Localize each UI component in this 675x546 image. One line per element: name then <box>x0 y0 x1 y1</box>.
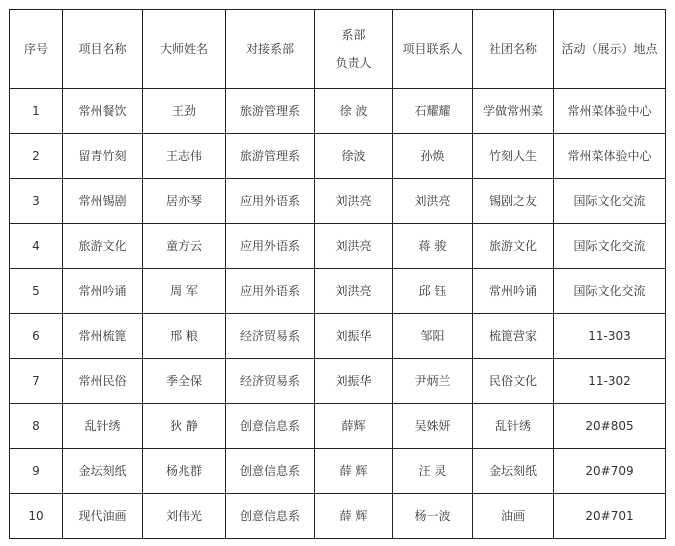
cell-project-contact: 邱 钰 <box>393 269 473 314</box>
cell-master-name: 杨兆群 <box>143 449 226 494</box>
table-row <box>10 89 666 134</box>
cell-project-name: 常州锡剧 <box>63 179 143 224</box>
cell-activity-location: 20#701 <box>554 494 666 539</box>
table-row <box>10 134 666 179</box>
cell-master-name: 邢 粮 <box>143 314 226 359</box>
cell-project-contact: 蒋 骏 <box>393 224 473 269</box>
table-row <box>10 404 666 449</box>
cell-club-name: 竹刻人生 <box>473 134 554 179</box>
cell-project-name: 常州餐饮 <box>63 89 143 134</box>
header-department: 对接系部 <box>226 10 315 89</box>
cell-activity-location: 11-302 <box>554 359 666 404</box>
cell-department: 应用外语系 <box>226 269 315 314</box>
cell-club-name: 梳篦营家 <box>473 314 554 359</box>
table-row <box>10 179 666 224</box>
table-row <box>10 269 666 314</box>
cell-activity-location: 11-303 <box>554 314 666 359</box>
header-project-contact: 项目联系人 <box>393 10 473 89</box>
cell-index: 8 <box>10 404 63 449</box>
cell-activity-location: 20#709 <box>554 449 666 494</box>
cell-department: 创意信息系 <box>226 494 315 539</box>
cell-department-head: 刘振华 <box>315 359 393 404</box>
cell-project-contact: 杨一波 <box>393 494 473 539</box>
cell-activity-location: 20#805 <box>554 404 666 449</box>
cell-department-head: 徐波 <box>315 134 393 179</box>
cell-project-contact: 石耀耀 <box>393 89 473 134</box>
cell-department: 创意信息系 <box>226 404 315 449</box>
cell-master-name: 周 军 <box>143 269 226 314</box>
cell-project-name: 常州吟诵 <box>63 269 143 314</box>
cell-activity-location: 常州菜体验中心 <box>554 134 666 179</box>
header-activity-location: 活动（展示）地点 <box>554 10 666 89</box>
cell-department: 经济贸易系 <box>226 314 315 359</box>
cell-project-name: 留青竹刻 <box>63 134 143 179</box>
header-department-head-line1: 系部 <box>341 28 366 42</box>
cell-department: 应用外语系 <box>226 224 315 269</box>
cell-index: 2 <box>10 134 63 179</box>
cell-master-name: 狄 静 <box>143 404 226 449</box>
cell-master-name: 刘伟光 <box>143 494 226 539</box>
cell-index: 9 <box>10 449 63 494</box>
cell-club-name: 民俗文化 <box>473 359 554 404</box>
header-club-name: 社团名称 <box>473 10 554 89</box>
cell-department-head: 薛 辉 <box>315 449 393 494</box>
cell-master-name: 季全保 <box>143 359 226 404</box>
cell-project-contact: 尹炳兰 <box>393 359 473 404</box>
cell-club-name: 锡剧之友 <box>473 179 554 224</box>
cell-department: 应用外语系 <box>226 179 315 224</box>
table-row <box>10 359 666 404</box>
header-project-name: 项目名称 <box>63 10 143 89</box>
cell-project-contact: 汪 灵 <box>393 449 473 494</box>
cell-project-name: 乱针绣 <box>63 404 143 449</box>
cell-project-name: 旅游文化 <box>63 224 143 269</box>
cell-project-name: 现代油画 <box>63 494 143 539</box>
cell-project-name: 金坛刻纸 <box>63 449 143 494</box>
cell-master-name: 童方云 <box>143 224 226 269</box>
cell-project-contact: 吴姝妍 <box>393 404 473 449</box>
masters-project-table <box>9 9 666 539</box>
header-index: 序号 <box>10 10 63 89</box>
table-row <box>10 494 666 539</box>
cell-department-head: 刘洪亮 <box>315 269 393 314</box>
cell-index: 5 <box>10 269 63 314</box>
cell-department: 旅游管理系 <box>226 89 315 134</box>
cell-activity-location: 常州菜体验中心 <box>554 89 666 134</box>
cell-index: 4 <box>10 224 63 269</box>
cell-department: 创意信息系 <box>226 449 315 494</box>
cell-project-contact: 邹阳 <box>393 314 473 359</box>
cell-club-name: 油画 <box>473 494 554 539</box>
cell-club-name: 旅游文化 <box>473 224 554 269</box>
cell-activity-location: 国际文化交流 <box>554 224 666 269</box>
table-row <box>10 314 666 359</box>
cell-activity-location: 国际文化交流 <box>554 269 666 314</box>
cell-project-contact: 刘洪亮 <box>393 179 473 224</box>
cell-activity-location: 国际文化交流 <box>554 179 666 224</box>
cell-department-head: 刘洪亮 <box>315 179 393 224</box>
header-department-head-line2: 负责人 <box>335 56 372 70</box>
cell-club-name: 学做常州菜 <box>473 89 554 134</box>
cell-project-contact: 孙焕 <box>393 134 473 179</box>
cell-club-name: 乱针绣 <box>473 404 554 449</box>
cell-club-name: 金坛刻纸 <box>473 449 554 494</box>
cell-department-head: 刘洪亮 <box>315 224 393 269</box>
header-department-head <box>315 10 393 89</box>
cell-club-name: 常州吟诵 <box>473 269 554 314</box>
cell-department-head: 刘振华 <box>315 314 393 359</box>
cell-index: 6 <box>10 314 63 359</box>
cell-master-name: 王劲 <box>143 89 226 134</box>
cell-department-head: 薛 辉 <box>315 494 393 539</box>
cell-master-name: 王志伟 <box>143 134 226 179</box>
table-row <box>10 224 666 269</box>
cell-department-head: 薛辉 <box>315 404 393 449</box>
cell-index: 1 <box>10 89 63 134</box>
cell-department: 经济贸易系 <box>226 359 315 404</box>
cell-index: 10 <box>10 494 63 539</box>
cell-department: 旅游管理系 <box>226 134 315 179</box>
cell-index: 3 <box>10 179 63 224</box>
header-master-name: 大师姓名 <box>143 10 226 89</box>
cell-department-head: 徐 波 <box>315 89 393 134</box>
cell-master-name: 居亦琴 <box>143 179 226 224</box>
cell-index: 7 <box>10 359 63 404</box>
cell-project-name: 常州民俗 <box>63 359 143 404</box>
cell-project-name: 常州梳篦 <box>63 314 143 359</box>
table-body <box>10 89 666 539</box>
table-header-row <box>10 10 666 89</box>
table-row <box>10 449 666 494</box>
